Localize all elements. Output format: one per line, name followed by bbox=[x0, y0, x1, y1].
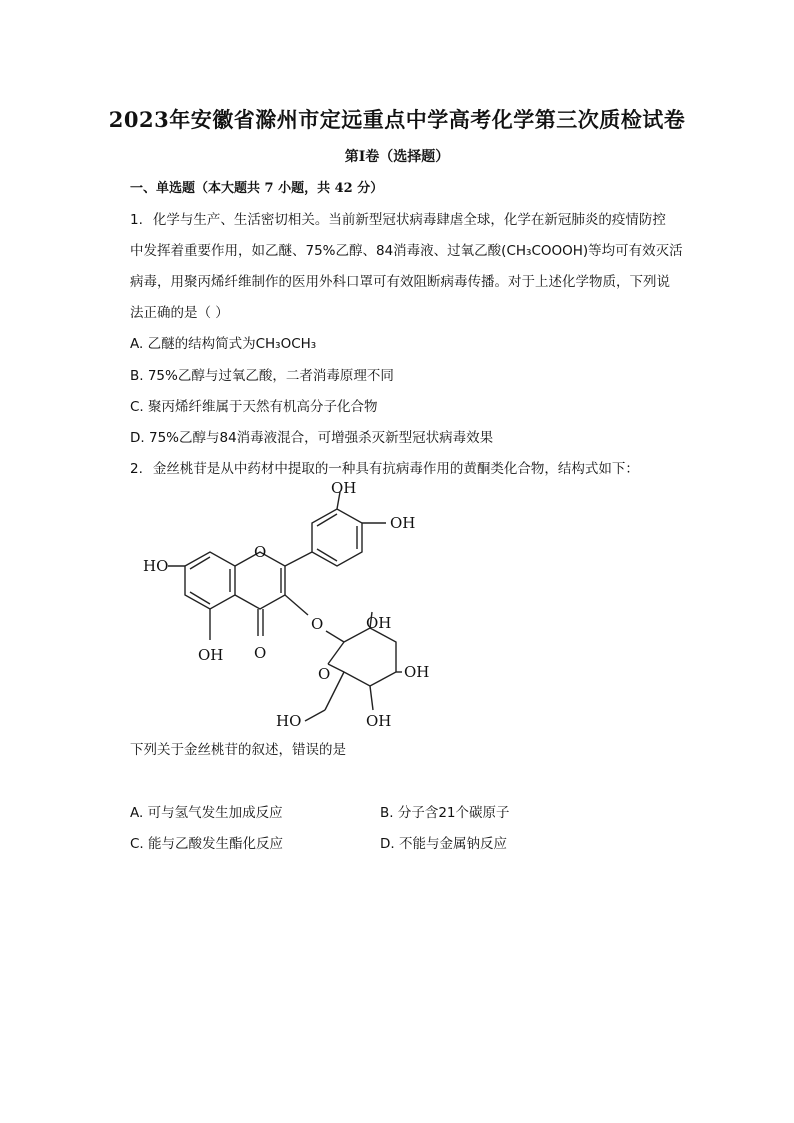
sugar-ring-close bbox=[328, 642, 344, 664]
ho-ch2-bond bbox=[305, 710, 325, 721]
q1-option-c: C. 聚丙烯纤维属于天然有机高分子化合物 bbox=[130, 399, 378, 415]
q1-line-3: 病毒，用聚丙烯纤维制作的医用外科口罩可有效阻断病毒传播。对于上述化学物质，下列说 bbox=[130, 274, 670, 290]
page-title: 2023年安徽省滁州市定远重点中学高考化学第三次质检试卷 bbox=[108, 107, 686, 132]
ring-a-double-1 bbox=[190, 557, 210, 569]
label-o-link: O bbox=[311, 615, 324, 633]
ring-b-double-1 bbox=[317, 514, 337, 526]
q2-option-a: A. 可与氢气发生加成反应 bbox=[130, 805, 283, 821]
q2-option-d: D. 不能与金属钠反应 bbox=[380, 836, 507, 852]
label-oh-bottom-left: OH bbox=[198, 646, 224, 664]
q2-line-1 bbox=[130, 457, 639, 477]
q2-option-c: C. 能与乙酸发生酯化反应 bbox=[130, 836, 284, 852]
glyco-link-2 bbox=[326, 631, 344, 642]
hyperoside-structure-diagram bbox=[140, 478, 440, 733]
label-oh-top: OH bbox=[331, 479, 357, 497]
ring-b-double-3 bbox=[317, 549, 337, 561]
label-oh-right: OH bbox=[390, 514, 416, 532]
sugar-ring bbox=[328, 628, 396, 686]
label-o-ring: O bbox=[254, 543, 267, 561]
glyco-link-1 bbox=[285, 595, 308, 615]
q2-question: 下列关于金丝桃苷的叙述，错误的是 bbox=[130, 742, 346, 758]
page-subtitle: 第I卷（选择题） bbox=[344, 149, 450, 165]
q1-line-1 bbox=[130, 208, 666, 228]
q1-option-d: D. 75%乙醇与84消毒液混合，可增强杀灭新型冠状病毒效果 bbox=[130, 430, 494, 446]
label-ho-left: HO bbox=[143, 557, 169, 575]
q2-option-b: B. 分子含21个碳原子 bbox=[380, 805, 510, 821]
q1-text-1: 化学与生产、生活密切相关。当前新型冠状病毒肆虐全球，化学在新冠肺炎的疫情防控 bbox=[152, 212, 666, 228]
section-heading: 一、单选题（本大题共 7 小题，共 42 分） bbox=[130, 181, 384, 196]
ring-a bbox=[185, 552, 235, 609]
b-ring-link bbox=[285, 552, 312, 566]
label-oh-sugar-bottom: OH bbox=[366, 712, 392, 730]
q1-line-4: 法正确的是（ ） bbox=[130, 305, 229, 321]
label-ho-sugar: HO bbox=[276, 712, 302, 730]
q1-option-a: A. 乙醚的结构简式为CH₃OCH₃ bbox=[130, 336, 317, 352]
q2-number: 2. bbox=[130, 461, 143, 477]
label-o-sugar-ring: O bbox=[318, 665, 331, 683]
label-oh-sugar-right: OH bbox=[404, 663, 430, 681]
q2-stem: 金丝桃苷是从中药材中提取的一种具有抗病毒作用的黄酮类化合物，结构式如下： bbox=[152, 461, 639, 477]
q1-number: 1. bbox=[130, 212, 143, 228]
q1-option-b: B. 75%乙醇与过氧乙酸，二者消毒原理不同 bbox=[130, 368, 394, 384]
ring-a-double-3 bbox=[190, 592, 210, 604]
sugar-oh-bottom-bond bbox=[370, 686, 373, 710]
label-oh-sugar-top: OH bbox=[366, 614, 392, 632]
ring-b bbox=[312, 509, 362, 566]
q1-line-2: 中发挥着重要作用，如乙醚、75%乙醇、84消毒液、过氧乙酸(CH₃COOOH)等均可有效灭活 bbox=[130, 243, 683, 259]
label-o-carbonyl: O bbox=[254, 644, 267, 662]
